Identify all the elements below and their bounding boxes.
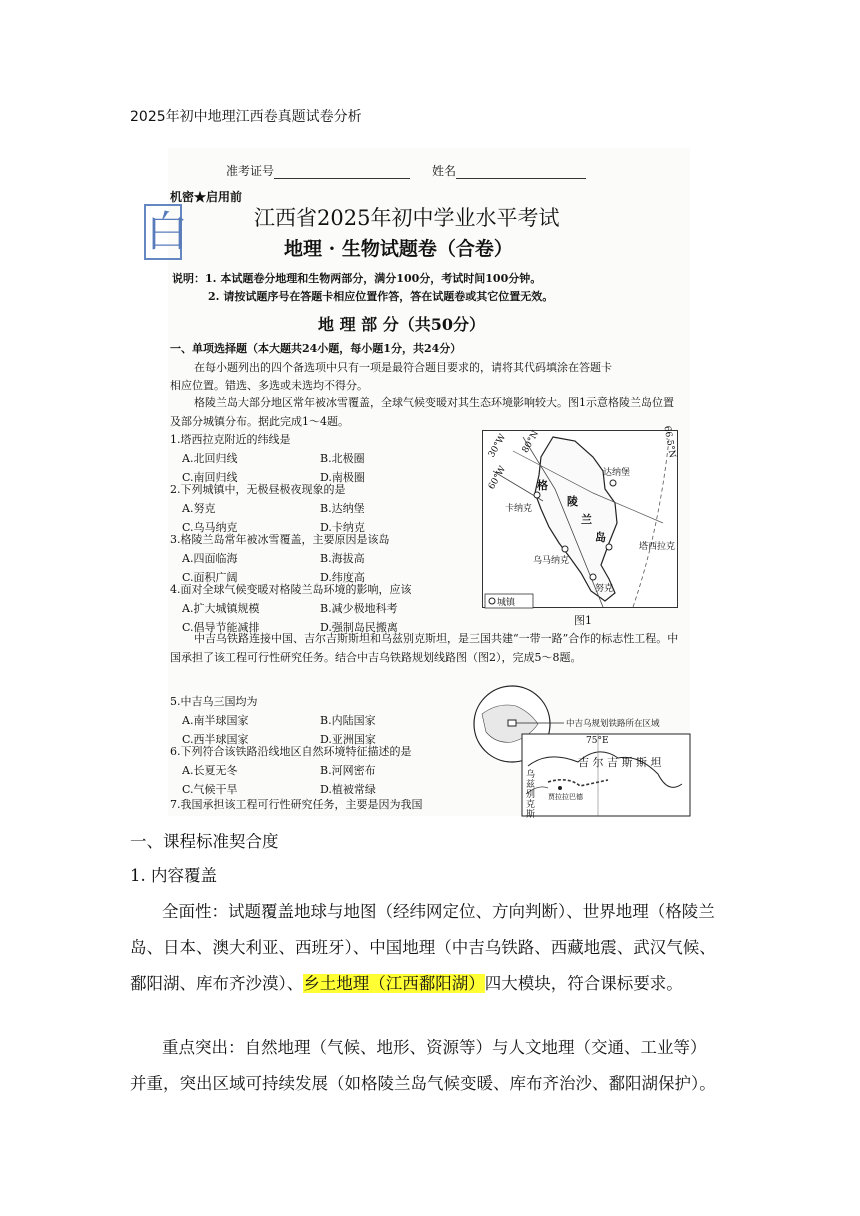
question-stem: 2.下列城镇中，无极昼极夜现象的是 [170,483,346,496]
question-stem: 3.格陵兰岛常年被冰雪覆盖，主要原因是该岛 [170,533,390,546]
uz-char-2: 兹 [526,780,536,790]
uz-char-4: 克 [526,800,536,810]
map-label-dao: 岛 [595,531,606,544]
option-d: D.南极圈 [320,471,365,484]
option-a: A.北回归线 [182,452,238,465]
question-5 [170,693,376,747]
question-stem: 6.下列符合该铁路沿线地区自然环境特征描述的是 [170,745,412,758]
option-d: D.亚洲国家 [320,733,376,746]
option-a: A.南半球国家 [182,714,249,727]
question-4 [170,581,412,635]
map-label-ge: 格 [537,479,548,492]
figure-1-caption: 图1 [574,614,592,627]
part-1-title: 一、单项选择题（本大题共24小题，每小题1分，共24分） [170,342,462,355]
intro-greenland: 格陵兰岛大部分地区常年被冰雪覆盖，全球气候变暖对其生态环境影响较大。图1示意格陵兰岛位置及部分城镇分布。据此完成1～4题。 [170,396,674,428]
option-b: B.海拔高 [320,552,365,565]
latitude-66n-label: 66.5°N [661,425,677,459]
town-danaborg: 达纳堡 [603,468,631,478]
country-uzbekistan-vertical [526,770,535,820]
option-a: A.长夏无冬 [182,764,238,777]
uz-char-3: 别 [526,790,536,800]
option-c: C.气候干旱 [182,783,238,796]
city-jalalabad: 贾拉拉巴德 [548,793,583,801]
analysis-p2-line2: 并重，突出区域可持续发展（如格陵兰岛气候变暖、库布齐治沙、鄱阳湖保护）。 [130,1074,716,1093]
option-c: C.西半球国家 [182,733,249,746]
option-c: C.倡导节能减排 [182,621,260,634]
exam-subtitle: 地理 · 生物试题卷（合卷） [284,238,513,260]
exam-number-line [274,167,410,179]
question-3 [170,531,390,585]
country-kyrgyzstan: 吉 尔 吉 斯 斯 坦 [578,756,662,769]
town-tasiilaq: 塔西拉克 [639,542,676,552]
option-a: A.扩大城镇规模 [182,602,260,615]
analysis-p1-line3-end: 四大模块，符合课标要求。 [484,974,683,993]
question-6 [170,743,412,797]
figure-2-map [468,684,690,820]
analysis-subheading: 1. 内容覆盖 [130,866,217,885]
legend-town-label: 城镇 [497,598,516,608]
option-a: A.努克 [182,502,216,515]
uz-char-5: 斯 [526,810,536,820]
figure-2-callout: 中吉乌规划铁路所在区域 [566,719,660,729]
analysis-p1-line2: 岛、日本、澳大利亚、西班牙）、中国地理（中吉乌铁路、西藏地震、武汉气候、 [130,938,716,957]
question-7-stem: 7.我国承担该工程可行性研究任务，主要是因为我国 [170,798,423,811]
question-stem: 5.中吉乌三国均为 [170,695,258,708]
town-kanak: 卡纳克 [505,504,533,514]
map-label-lan: 兰 [581,513,592,526]
part-1-instruction-a: 在每小题列出的四个备选项中只有一项是最符合题目要求的，请将其代码填涂在答题卡 [194,361,612,374]
analysis-p1-line1: 全面性：试题覆盖地球与地图（经纬网定位、方向判断）、世界地理（格陵兰 [162,902,715,921]
option-b: B.达纳堡 [320,502,365,515]
figure-1-map [482,425,678,608]
question-2 [170,481,365,535]
option-b: B.减少极地科考 [320,602,398,615]
analysis-p1-line3 [130,969,683,999]
analysis-p2-line1: 重点突出：自然地理（气候、地形、资源等）与人文地理（交通、工业等） [162,1038,707,1057]
exam-paper-scan [146,148,690,820]
analysis-section-heading: 一、课程标准契合度 [130,832,279,851]
question-1 [170,431,365,485]
option-d: D.强制岛民搬离 [320,621,398,634]
option-c: C.面积广阔 [182,571,238,584]
highlighted-local-geography: 乡土地理（江西鄱阳湖） [303,974,485,993]
intro-railway: 中吉乌铁路连接中国、吉尔吉斯斯坦和乌兹别克斯坦，是三国共建“一带一路”合作的标志性工程。中国承担了该工程可行性研究任务。结合中吉乌铁路规划线路图（图2），完成5～8题。 [170,632,679,664]
longitude-30w-label: 30°W [486,432,509,460]
option-d: D.植被常绿 [320,783,376,796]
option-c: C.南回归线 [182,471,238,484]
option-d: D.卡纳克 [320,521,365,534]
option-b: B.河网密布 [320,764,376,777]
section-title: 地 理 部 分（共50分） [318,315,485,334]
question-stem: 1.塔西拉克附近的纬线是 [170,433,291,446]
uz-char-1: 乌 [526,770,536,780]
town-nuuk: 努克 [595,584,614,594]
longitude-75e-label: 75°E [586,736,609,746]
exam-note-1: 说明：1. 本试题卷分地理和生物两部分，满分100分，考试时间100分钟。 [172,272,542,285]
name-line [456,167,586,179]
option-b: B.内陆国家 [320,714,376,727]
exam-title: 江西省2025年初中学业水平考试 [254,206,560,230]
document-title: 2025年初中地理江西卷真题试卷分析 [130,109,362,125]
secret-label: 机密★启用前 [170,190,243,204]
option-d: D.纬度高 [320,571,365,584]
analysis-p1-line3-start: 鄱阳湖、库布齐沙漠）、 [130,974,304,993]
latitude-80n-label: 80°N [520,429,542,455]
option-b: B.北极圈 [320,452,365,465]
question-stem: 4.面对全球气候变暖对格陵兰岛环境的影响，应该 [170,583,412,596]
town-umanak: 乌马纳克 [533,556,570,566]
exam-number-label: 准考证号 [226,164,275,178]
exam-number-field [226,162,410,179]
map-label-ling: 陵 [567,495,578,508]
name-field [432,162,586,179]
longitude-60w-label: 60°W [486,464,509,492]
option-a: A.四面临海 [182,552,238,565]
part-1-instruction-b: 相应位置。错选、多选或未选均不得分。 [170,379,368,392]
name-label: 姓名 [432,164,457,178]
option-c: C.乌马纳克 [182,521,238,534]
stamp-seal: 白 [144,204,182,260]
exam-note-2: 2. 请按试题序号在答题卡相应位置作答，答在试题卷或其它位置无效。 [208,290,554,303]
